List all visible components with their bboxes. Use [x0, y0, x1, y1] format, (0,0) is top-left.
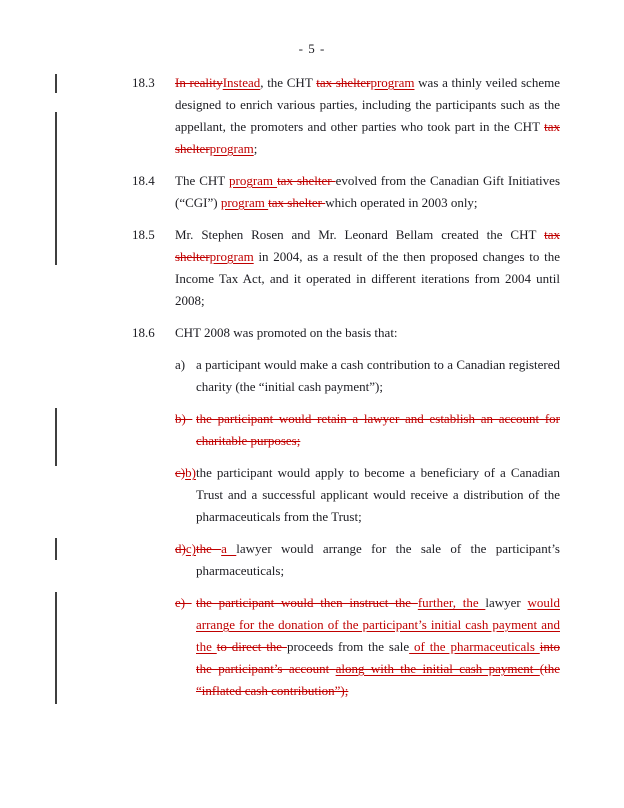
change-bar — [55, 538, 57, 560]
paragraph-text: In realityInstead, the CHT tax shelterprogram was a thinly veiled scheme designed to enrich various parties, including the participants such as the appellant, the promoters and other parties who took part in the CHT tax shelterprogram; — [175, 75, 560, 156]
list-item-a — [175, 354, 560, 398]
page-number: - 5 - — [298, 41, 326, 56]
paragraph-number: 18.3 — [132, 75, 155, 90]
list-item-c-renumbered-b — [175, 462, 560, 528]
paragraph-18-5 — [132, 224, 560, 312]
list-item-b-deleted — [175, 408, 560, 452]
paragraph-number: 18.5 — [132, 227, 155, 242]
list-item-text: the participant would retain a lawyer and establish an account for charitable purposes; — [196, 411, 560, 448]
change-bar — [55, 592, 57, 704]
list-item-label: c)b) — [175, 465, 196, 480]
list-item-d-renumbered-c — [175, 538, 560, 582]
list-item-label: e) — [175, 595, 192, 610]
list-item-label: b) — [175, 411, 193, 426]
paragraph-number: 18.6 — [132, 325, 155, 340]
paragraph-18-4 — [132, 170, 560, 214]
change-bar — [55, 408, 57, 466]
list-item-e-deleted — [175, 592, 560, 702]
list-item-text: a participant would make a cash contribution to a Canadian registered charity (the “initial cash payment”); — [196, 357, 560, 394]
paragraph-18-6 — [132, 322, 560, 344]
paragraph-number: 18.4 — [132, 173, 155, 188]
list-item-text: the participant would apply to become a beneficiary of a Canadian Trust and a successful applicant would receive a distribution of the pharmaceuticals from the Trust; — [195, 465, 560, 524]
list-item-label: d)c) — [175, 541, 196, 556]
paragraph-text: The CHT program tax shelter evolved from the Canadian Gift Initiatives (“CGI”) program tax shelter which operated in 2003 only; — [175, 173, 560, 210]
paragraph-text: CHT 2008 was promoted on the basis that: — [175, 325, 398, 340]
list-item-text: the participant would then instruct the further, the lawyer would arrange for the donation of the participant’s initial cash payment and the to direct the proceeds from the sale of the pharmaceuticals into the participant’s account along with the initial cash payment (the “inflated cash contribution”); — [196, 595, 560, 698]
change-bar — [55, 74, 57, 93]
document-body — [0, 72, 624, 702]
list-item-label: a) — [175, 357, 186, 372]
change-bar — [55, 112, 57, 265]
paragraph-text: Mr. Stephen Rosen and Mr. Leonard Bellam created the CHT tax shelterprogram in 2004, as a result of the then proposed changes to the Income Tax Act, and it operated in different iterations from 2004 until 2008; — [175, 227, 560, 308]
list-item-text: the a lawyer would arrange for the sale of the participant’s pharmaceuticals; — [195, 541, 560, 578]
paragraph-18-3 — [132, 72, 560, 160]
